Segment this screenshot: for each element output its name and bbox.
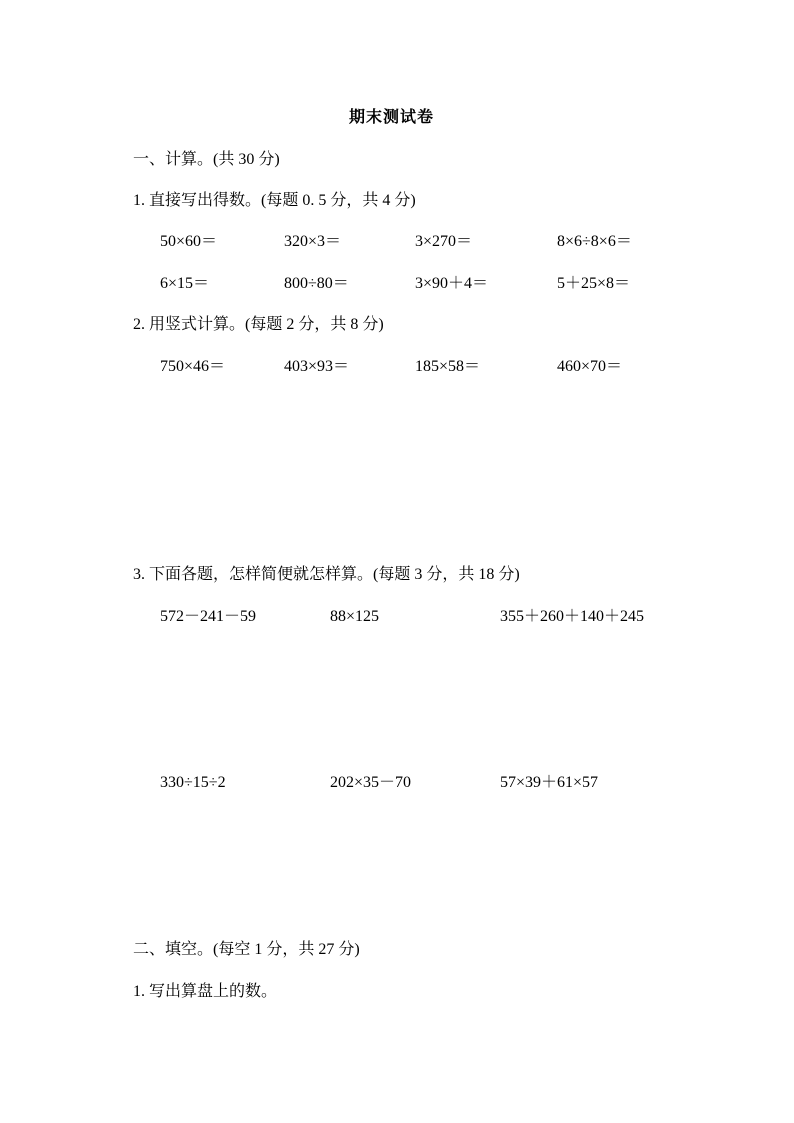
- question-1-2-label: 2. 用竖式计算。(每题 2 分，共 8 分): [133, 316, 384, 333]
- question-2-1-label: 1. 写出算盘上的数。: [133, 983, 278, 1000]
- simplify-item: 88×125: [330, 608, 380, 625]
- calc-item: 8×6÷8×6＝: [557, 233, 632, 250]
- question-1-3-label: 3. 下面各题，怎样简便就怎样算。(每题 3 分，共 18 分): [133, 566, 520, 583]
- calc-item: 50×60＝: [160, 233, 218, 250]
- question-1-1-label: 1. 直接写出得数。(每题 0. 5 分，共 4 分): [133, 192, 416, 209]
- vertical-calc-item: 750×46＝: [160, 358, 226, 375]
- simplify-item: 572－241－59: [160, 608, 257, 625]
- simplify-item: 355＋260＋140＋245: [500, 608, 645, 625]
- page-title: 期末测试卷: [349, 109, 435, 126]
- calc-item: 5＋25×8＝: [557, 275, 631, 292]
- vertical-calc-item: 460×70＝: [557, 358, 623, 375]
- section-2-heading: 二、填空。(每空 1 分，共 27 分): [133, 941, 360, 958]
- vertical-calc-item: 185×58＝: [415, 358, 481, 375]
- calc-item: 320×3＝: [284, 233, 342, 250]
- vertical-calc-item: 403×93＝: [284, 358, 350, 375]
- simplify-item: 202×35－70: [330, 774, 412, 791]
- calc-item: 3×270＝: [415, 233, 473, 250]
- simplify-item: 57×39＋61×57: [500, 774, 599, 791]
- calc-item: 6×15＝: [160, 275, 210, 292]
- calc-item: 800÷80＝: [284, 275, 349, 292]
- simplify-item: 330÷15÷2: [160, 774, 226, 791]
- calc-item: 3×90＋4＝: [415, 275, 489, 292]
- section-1-heading: 一、计算。(共 30 分): [133, 151, 280, 168]
